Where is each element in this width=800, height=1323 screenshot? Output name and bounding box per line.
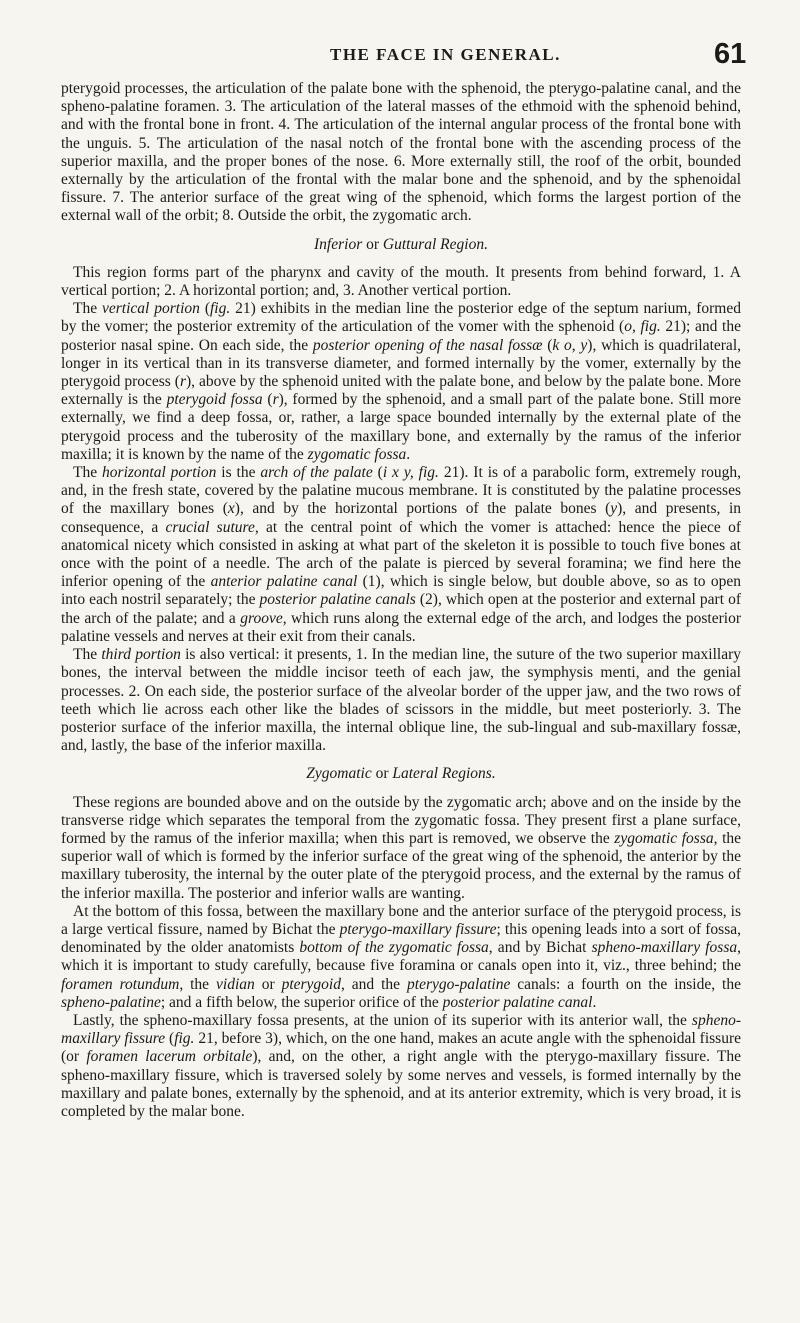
term: arch of the palate bbox=[260, 464, 373, 482]
text-run: is also vertical: it presents, 1. In the median line, the suture of the two superior maxillary bones, the interval between the middle incisor teeth of each jaw, the symphysis menti, and the genial processes. 2. On each side, the posterior surface of the alveolar border of the upper jaw, and the two rows of teeth which lie across each other like the blades of scissors in the middle, but meet posteriorly. 3. The posterior surface of the inferior maxilla, the internal oblique line, the sub-lingual and sub-maxillary fossæ, and, lastly, the base of the inferior maxilla. bbox=[61, 646, 741, 755]
term: bottom of the zygomatic fossa bbox=[299, 939, 489, 957]
text-run: , and the bbox=[340, 975, 408, 993]
text-run: ), and, on the other, a right angle with the pterygo-maxillary fissure. The spheno-maxillary fissure, which is traversed solely by some nerves and vessels, is formed internally by the maxillary and palate bones, externally by the sphenoid, and at its anterior extremity, which is very broad, it is completed by the malar bone. bbox=[61, 1048, 742, 1120]
text-run: ( bbox=[542, 336, 553, 354]
text-run: These regions are bounded above and on the outside by the zygomatic arch; above and on the inside by the transverse ridge which separates the temporal from the zygomatic fossa. They present first a plane surface, formed by the ramus of the inferior maxilla; when this part is removed, we observe the bbox=[61, 793, 741, 847]
page-body bbox=[61, 80, 741, 1121]
text-run: Lastly, the spheno-maxillary fossa presents, at the union of its superior with its anterior wall, the bbox=[73, 1011, 692, 1029]
heading-part: Inferior bbox=[314, 235, 363, 253]
text-run: ), which is quadrilateral, longer in its vertical than in its transverse diameter, and formed internally by the vomer, externally by the pterygoid process ( bbox=[61, 336, 741, 391]
term: spheno-palatine bbox=[61, 993, 161, 1011]
term: vertical portion bbox=[102, 300, 200, 318]
term: posterior palatine canals bbox=[259, 591, 416, 609]
text-run: (1), which is single below, but double above, so as to open into each nostril separately; the bbox=[61, 573, 741, 609]
term: groove bbox=[240, 609, 283, 627]
term: posterior opening of the nasal fossæ bbox=[312, 336, 543, 354]
term: foramen rotundum bbox=[61, 975, 180, 993]
term: anterior palatine canal bbox=[210, 573, 358, 591]
heading-part: Lateral Regions. bbox=[392, 765, 496, 783]
term: zygomatic fossa bbox=[614, 829, 714, 847]
term: k o, y bbox=[552, 336, 588, 354]
term: pterygo-maxillary fissure bbox=[339, 920, 497, 938]
term: pterygoid fossa bbox=[166, 391, 263, 409]
paragraph bbox=[61, 300, 741, 464]
text-run: , which runs along the external edge of the arch, and lodges the posterior palatine vessels and nerves at their exit from their canals. bbox=[61, 609, 741, 645]
text-run: At the bottom of this fossa, between the maxillary bone and the anterior surface of the pterygoid process, is a large vertical fissure, named by Bichat the bbox=[61, 902, 741, 938]
term: spheno-maxillary fossa bbox=[591, 939, 738, 957]
term: crucial suture bbox=[165, 518, 255, 536]
term: x bbox=[227, 500, 235, 518]
paragraph bbox=[61, 794, 741, 903]
term: foramen lacerum orbitale bbox=[86, 1048, 253, 1066]
text-run: ( bbox=[262, 391, 273, 409]
term: i x y, fig. bbox=[382, 464, 439, 482]
text-run: . bbox=[406, 445, 411, 463]
text-run: (2), which open at the posterior and external part of the arch of the palate; and a bbox=[61, 591, 741, 627]
text-run: ), and presents, in consequence, a bbox=[61, 500, 741, 536]
text-run: ), above by the sphenoid united with the palate bone, and below by the palate bone. More externally is the bbox=[61, 373, 741, 409]
text-run: 21) exhibits in the median line the posterior edge of the septum narium, formed by the vomer; the posterior extremity of the articulation of the vomer with the sphenoid ( bbox=[61, 300, 741, 336]
heading-part: Guttural Region. bbox=[382, 235, 488, 253]
text-run: ; this opening leads into a sort of fossa, denominated by the older anatomists bbox=[61, 920, 741, 957]
term: zygomatic fossa bbox=[307, 445, 407, 463]
term: horizontal portion bbox=[102, 464, 217, 482]
paragraph bbox=[61, 646, 741, 755]
term: posterior palatine canal bbox=[442, 993, 593, 1011]
term: vidian bbox=[216, 975, 255, 993]
section-heading-inferior bbox=[61, 236, 741, 254]
text-run: ( bbox=[165, 1030, 175, 1048]
term: pterygo-palatine bbox=[407, 975, 511, 993]
paragraph bbox=[61, 903, 741, 1012]
text-run: ( bbox=[199, 300, 210, 318]
text-run: , which it is important to study carefully, because five foramina or canals open into it, viz., three behind; the bbox=[61, 939, 741, 975]
heading-part: Zygomatic bbox=[306, 765, 372, 783]
term: pterygoid bbox=[281, 975, 341, 993]
text-run: ), and by the horizontal portions of the palate bones ( bbox=[234, 500, 611, 518]
text-run: , the bbox=[179, 975, 217, 993]
text-run: canals: a fourth on the inside, the bbox=[510, 975, 741, 993]
section-heading-zygomatic bbox=[61, 765, 741, 783]
text-run: is the bbox=[216, 464, 261, 482]
text-run: ; and a fifth below, the superior orifice of the bbox=[160, 993, 443, 1011]
term: fig. bbox=[210, 300, 231, 318]
paragraph bbox=[61, 1012, 741, 1121]
text-run: The bbox=[73, 646, 102, 664]
text-run: , and by Bichat bbox=[488, 939, 592, 957]
heading-part: or bbox=[366, 235, 380, 253]
text-run: ), formed by the sphenoid, and a small part of the palate bone. Still more externally, we find a deep fossa, or, rather, a large space bounded internally by the external plate of the pterygoid process and the tuberosity of the maxillary bone, and externally by the ramus of the inferior maxilla; it is known by the name of the bbox=[61, 391, 742, 463]
text-run: , the superior wall of which is formed by the inferior surface of the great wing of the sphenoid, the anterior by the maxillary tuberosity, the internal by the outer plate of the pterygoid process, and the external by the ramus of the inferior maxilla. The posterior and inferior walls are wanting. bbox=[61, 829, 742, 902]
text-run: The bbox=[73, 300, 103, 318]
continuation-paragraph: pterygoid processes, the articulation of the palate bone with the sphenoid, the pterygo-palatine canal, and the spheno-palatine foramen. 3. The articulation of the lateral masses of the ethmoid with the sphenoid behind, and with the frontal bone in front. 4. The articulation of the internal angular process of the frontal bone with the unguis. 5. The articulation of the nasal notch of the frontal bone with the ascending process of the superior maxilla, and the proper bones of the nose. 6. More externally still, the roof of the orbit, bounded externally by the articulation of the frontal with the malar bone and the sphenoid, and by the sphenoidal fissure. 7. The anterior surface of the great wing of the sphenoid, which forms the largest portion of the external wall of the orbit; 8. Outside the orbit, the zygomatic arch. bbox=[61, 80, 741, 225]
text-run: The bbox=[73, 464, 103, 482]
heading-part: or bbox=[375, 765, 389, 783]
text-run: ( bbox=[372, 464, 383, 482]
term: spheno-maxillary fissure bbox=[61, 1011, 741, 1048]
term: r bbox=[179, 373, 186, 391]
text-run: 21, before 3), which, on the one hand, makes an acute angle with the sphenoidal fissure (or bbox=[61, 1030, 741, 1066]
term: fig. bbox=[174, 1030, 195, 1048]
page-header bbox=[0, 0, 800, 76]
paragraph bbox=[61, 464, 741, 646]
text-run: 21); and the posterior nasal spine. On each side, the bbox=[61, 318, 741, 354]
page-number: 61 bbox=[714, 38, 747, 70]
text-run: , at the central point of which the vomer is attached: hence the piece of anatomical nicety which consisted in asking at what part of the skeleton it is possible to touch five bones at once with the point of a needle. The arch of the palate is pierced by several foramina; we find here the inferior opening of the bbox=[61, 518, 741, 591]
paragraph: This region forms part of the pharynx and cavity of the mouth. It presents from behind forward, 1. A vertical portion; 2. A horizontal portion; and, 3. Another vertical portion. bbox=[61, 263, 741, 300]
text-run: or bbox=[254, 975, 282, 993]
term: r bbox=[272, 391, 279, 409]
term: y bbox=[610, 500, 618, 518]
text-run: 21). It is of a parabolic form, extremely rough, and, in the fresh state, covered by the palatine mucous membrane. It is constituted by the palatine processes of the maxillary bones ( bbox=[61, 464, 742, 518]
text-run: . bbox=[592, 993, 597, 1011]
running-head: THE FACE IN GENERAL. bbox=[330, 45, 561, 64]
term: o, fig. bbox=[624, 318, 661, 336]
term: third portion bbox=[101, 646, 181, 664]
